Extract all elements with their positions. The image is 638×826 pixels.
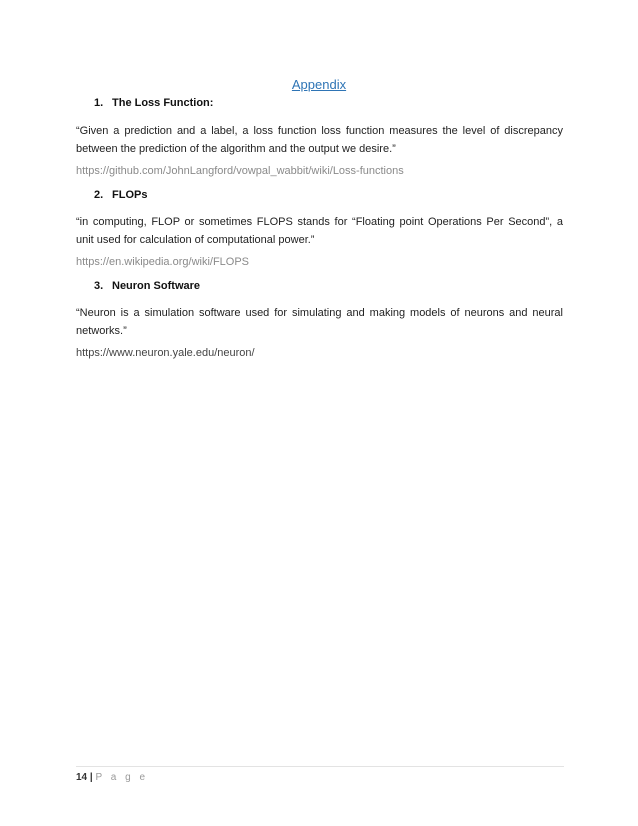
quote-loss-function: “Given a prediction and a label, a loss function loss function measures the level of discrepancy between the prediction of the algorithm and the output we desire.” xyxy=(76,125,563,155)
footer-separator: | xyxy=(89,772,93,783)
section-number: 2. xyxy=(94,189,104,201)
page-number: 14 xyxy=(76,772,88,783)
page-footer xyxy=(76,772,148,783)
section-number: 1. xyxy=(94,97,104,109)
section-heading-flops xyxy=(94,189,147,201)
section-heading-text: The Loss Function: xyxy=(112,97,214,109)
section-number: 3. xyxy=(94,280,104,292)
section-heading-text: Neuron Software xyxy=(112,280,201,292)
section-heading-neuron-software xyxy=(94,280,200,292)
footer-divider xyxy=(76,766,564,767)
quote-neuron-software: “Neuron is a simulation software used for simulating and making models of neurons and neural networks.” xyxy=(76,307,563,337)
link-flops[interactable]: https://en.wikipedia.org/wiki/FLOPS xyxy=(76,256,250,268)
section-heading-loss-function xyxy=(94,97,213,109)
quote-flops: “in computing, FLOP or sometimes FLOPS stands for “Floating point Operations Per Second”, a unit used for calculation of computational power.” xyxy=(76,216,563,246)
appendix-title: Appendix xyxy=(291,77,347,92)
link-neuron[interactable]: https://www.neuron.yale.edu/neuron/ xyxy=(76,347,255,359)
section-heading-text: FLOPs xyxy=(112,189,148,201)
link-loss-functions[interactable]: https://github.com/JohnLangford/vowpal_wabbit/wiki/Loss-functions xyxy=(76,165,404,177)
page-label: P a g e xyxy=(95,772,149,783)
